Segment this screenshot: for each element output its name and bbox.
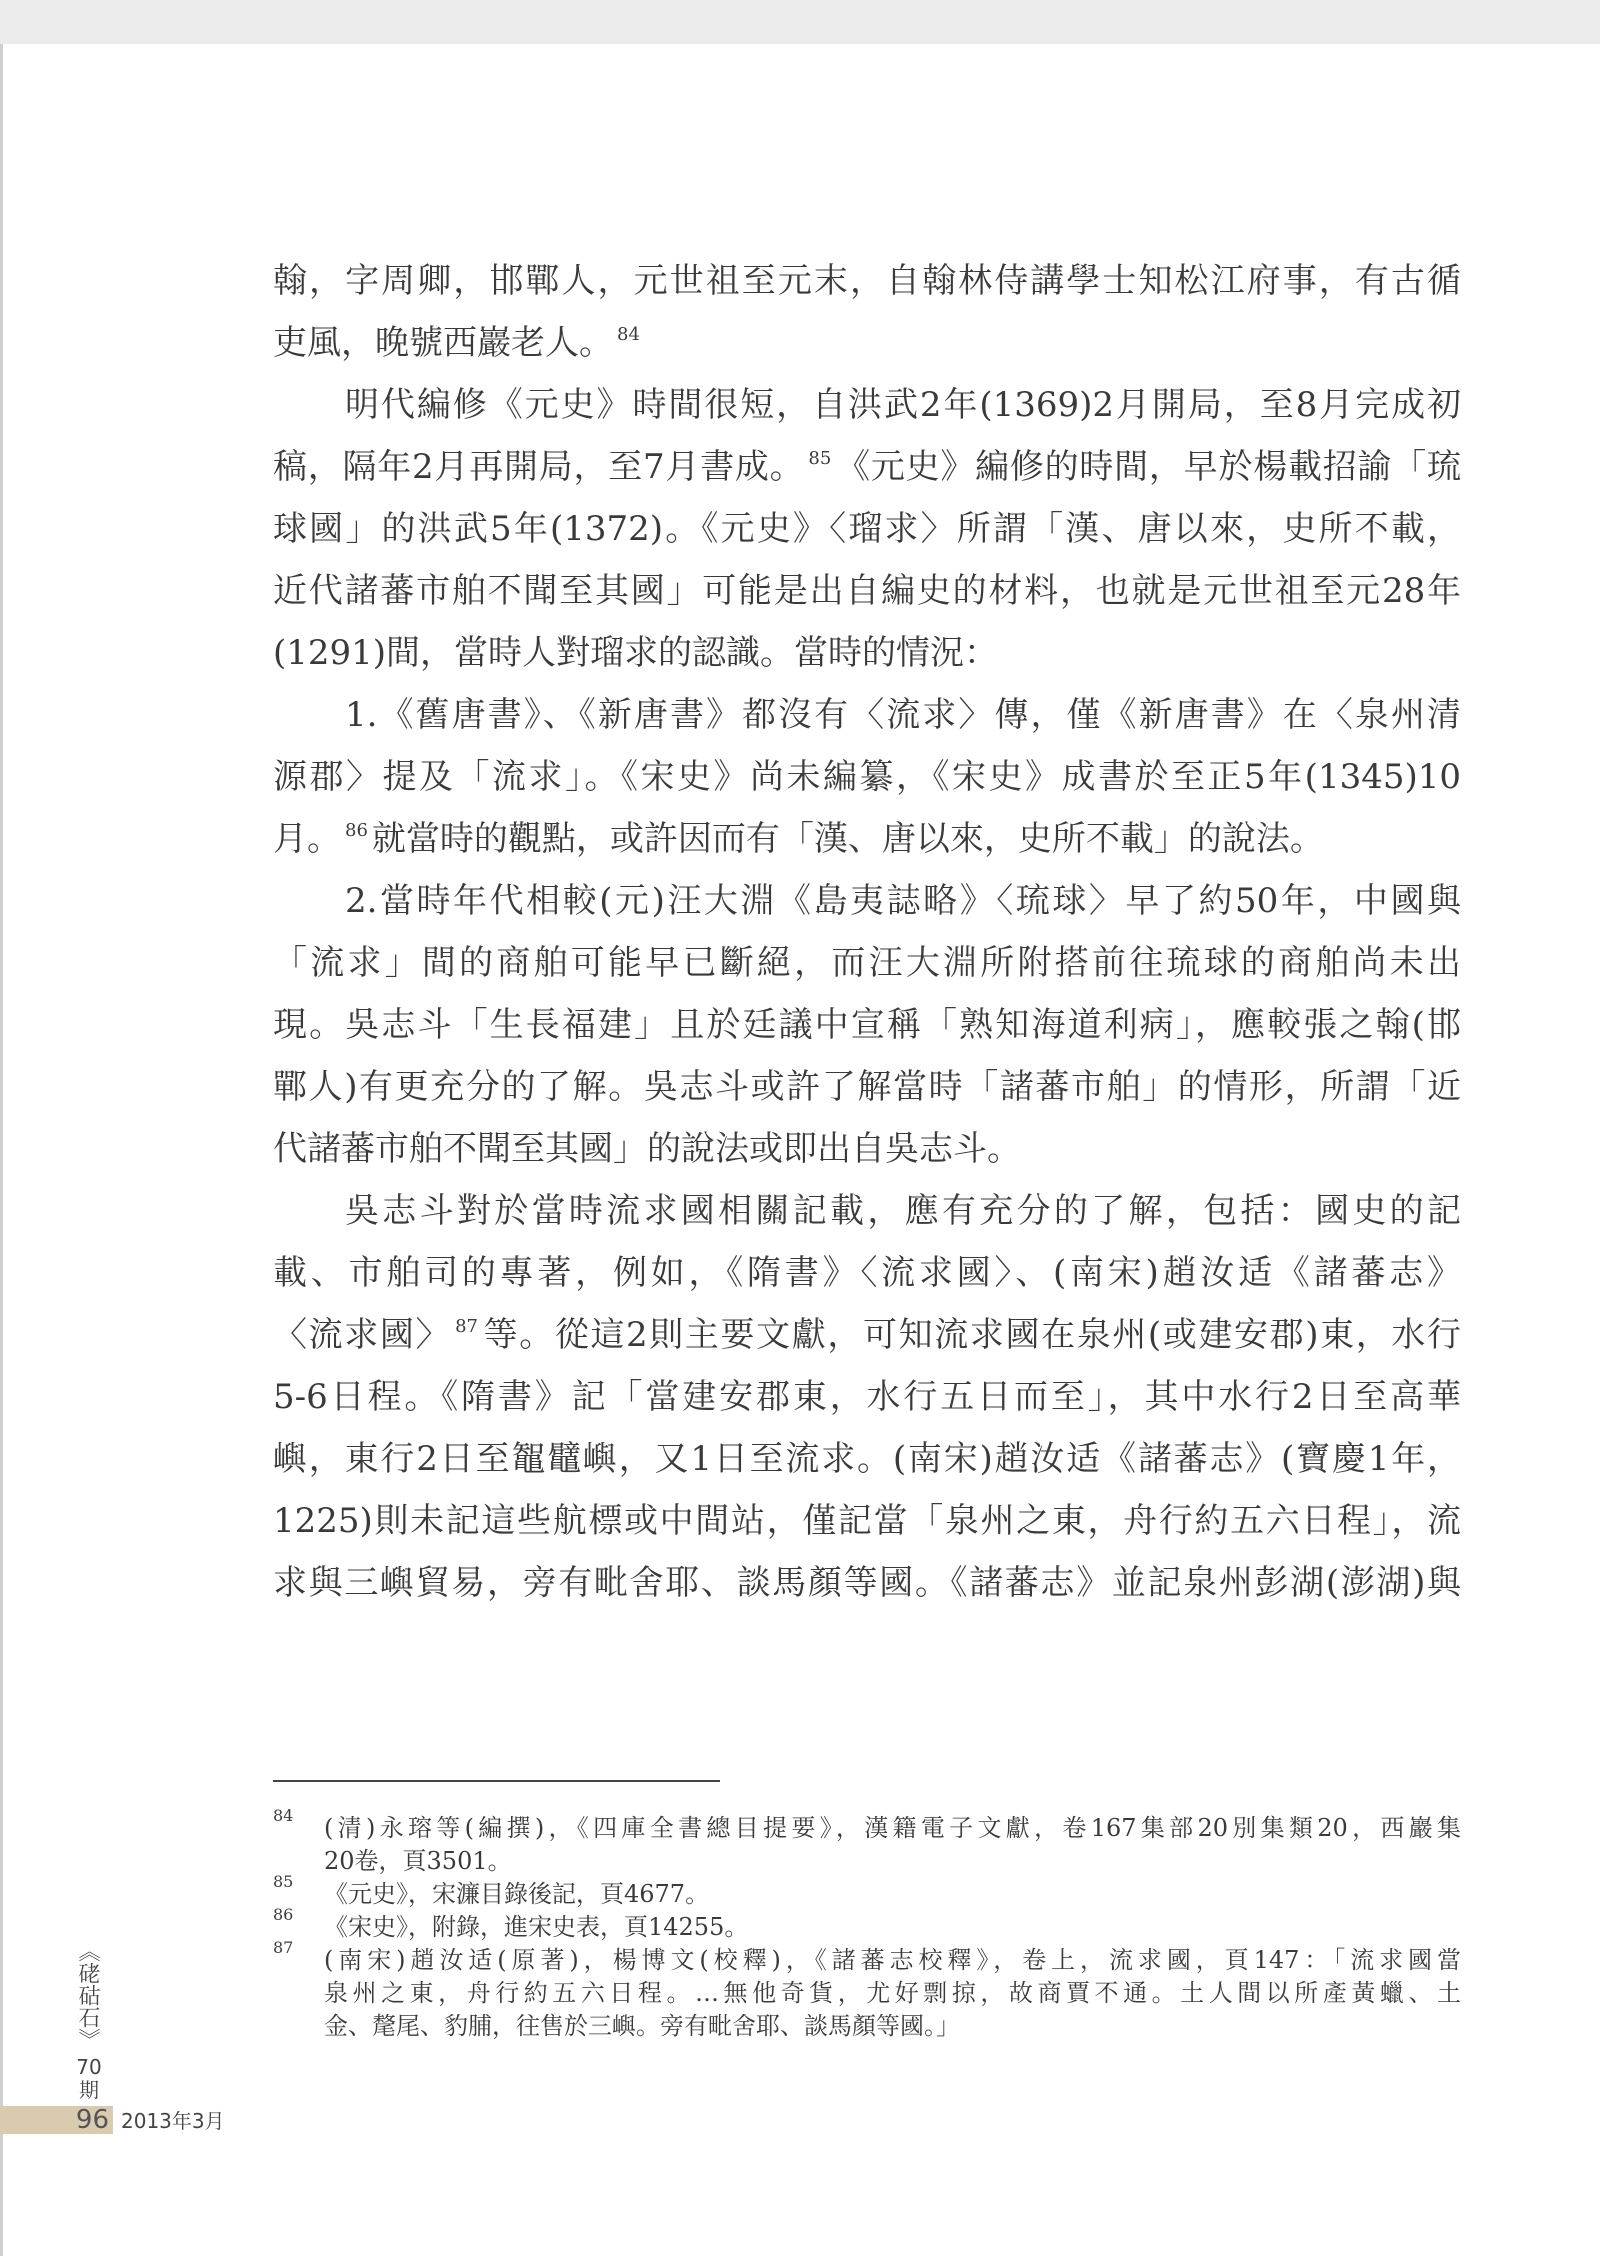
footnote-line: 金、氂尾、豹脯，往售於三嶼。旁有毗舍耶、談馬顏等國。」	[324, 2012, 960, 2040]
text-line	[273, 808, 1461, 870]
text-segment: 載、市舶司的專著，例如，《隋書》〈流求國〉、(南宋)趙汝适《諸蕃志》	[273, 1253, 1461, 1293]
body-text	[273, 250, 1461, 1614]
text-segment: 吏風，晚號西巖老人。	[273, 323, 613, 363]
text-segment: 1.《舊唐書》、《新唐書》都沒有〈流求〉傳，僅《新唐書》在〈泉州清	[345, 695, 1461, 735]
text-segment: 2.當時年代相較(元)汪大淵《島夷誌略》〈琉球〉早了約50年，中國與	[345, 881, 1461, 921]
footnotes	[273, 1806, 1461, 2043]
footnote-line: 泉州之東，舟行約五六日程。…無他奇貨，尤好剽掠，故商賈不通。土人間以所產黃蠟、土	[324, 1979, 1461, 2007]
text-line	[273, 1428, 1461, 1490]
page-number-bar	[0, 2106, 113, 2134]
text-line	[273, 374, 1461, 436]
footnote	[273, 1905, 1461, 1944]
footnote-line: 20卷，頁3501。	[324, 1847, 512, 1875]
footnote-number: 86	[273, 1905, 294, 1924]
footnote-line: (南宋)趙汝适(原著)，楊博文(校釋)，《諸蕃志校釋》，卷上，流求國，頁147：「流求國當	[324, 1946, 1461, 1974]
text-segment: 求與三嶼貿易，旁有毗舍耶、談馬顏等國。《諸蕃志》並記泉州彭湖(澎湖)與	[273, 1563, 1461, 1603]
text-line	[273, 994, 1461, 1056]
text-segment: 月。	[273, 819, 341, 859]
text-line	[273, 312, 1461, 374]
text-line	[273, 1304, 1461, 1366]
text-line	[273, 1366, 1461, 1428]
text-line	[273, 684, 1461, 746]
text-segment: 就當時的觀點，或許因而有「漢、唐以來，史所不載」的說法。	[371, 819, 1324, 859]
text-line	[273, 1118, 1461, 1180]
text-segment: 吳志斗對於當時流求國相關記載，應有充分的了解，包括：國史的記	[345, 1191, 1461, 1231]
journal-title: 《硓𥑮石》	[75, 1940, 100, 2050]
scan-top-band	[0, 0, 1600, 44]
text-segment: 等。從這2則主要文獻，可知流求國在泉州(或建安郡)東，水行	[481, 1315, 1461, 1355]
text-segment: (1291)間，當時人對瑠求的認識。當時的情況：	[273, 633, 999, 673]
footnote-ref[interactable]: 85	[808, 448, 832, 469]
text-segment: 源郡〉提及「流求」。《宋史》尚未編纂，《宋史》成書於至正5年(1345)10	[273, 757, 1461, 797]
text-segment: 代諸蕃市舶不聞至其國」的說法或即出自吳志斗。	[273, 1129, 1021, 1169]
text-line	[273, 1180, 1461, 1242]
text-line	[273, 622, 1461, 684]
footnote-line: 《元史》，宋濂目錄後記，頁4677。	[324, 1880, 710, 1908]
text-line	[273, 1490, 1461, 1552]
text-segment: 翰，字周卿，邯鄲人，元世祖至元末，自翰林侍講學士知松江府事，有古循	[273, 261, 1461, 301]
text-segment: 明代編修《元史》時間很短，自洪武2年(1369)2月開局，至8月完成初	[345, 385, 1461, 425]
text-segment: 5-6日程。《隋書》記「當建安郡東，水行五日而至」，其中水行2日至高華	[273, 1377, 1461, 1417]
text-segment: 鄲人)有更充分的了解。吳志斗或許了解當時「諸蕃市舶」的情形，所謂「近	[273, 1067, 1461, 1107]
text-line	[273, 436, 1461, 498]
footnote	[273, 1806, 1461, 1878]
footnote	[273, 1938, 1461, 2043]
text-line	[273, 1242, 1461, 1304]
footnote-ref[interactable]: 87	[455, 1316, 478, 1337]
text-line	[273, 932, 1461, 994]
footnote-ref[interactable]: 86	[345, 820, 368, 841]
text-segment: 球國」的洪武5年(1372)。《元史》〈瑠求〉所謂「漢、唐以來，史所不載，	[273, 509, 1461, 549]
footnote-number: 85	[273, 1872, 294, 1891]
footnote-divider	[273, 1780, 720, 1782]
footnote-line: (清)永瑢等(編撰)，《四庫全書總目提要》，漢籍電子文獻，卷167集部20別集類20，西巖集	[324, 1814, 1461, 1842]
text-segment: 現。吳志斗「生長福建」且於廷議中宣稱「熟知海道利病」，應較張之翰(邯	[273, 1005, 1461, 1045]
issue-date: 2013年3月	[121, 2109, 225, 2133]
text-line	[273, 870, 1461, 932]
page-edge	[0, 44, 3, 2256]
text-line	[273, 746, 1461, 808]
text-line	[273, 498, 1461, 560]
text-line	[273, 560, 1461, 622]
footnote-number: 84	[273, 1806, 294, 1825]
text-segment: 近代諸蕃市舶不聞至其國」可能是出自編史的材料，也就是元世祖至元28年	[273, 571, 1461, 611]
text-segment: 「流求」間的商舶可能早已斷絕，而汪大淵所附搭前往琉球的商舶尚未出	[273, 943, 1461, 983]
page-number: 96	[75, 2105, 109, 2135]
issue-number: 70期	[76, 2055, 102, 2102]
text-line	[273, 1056, 1461, 1118]
text-segment: 稿，隔年2月再開局，至7月書成。	[273, 447, 805, 487]
text-segment: 《元史》編修的時間，早於楊載招諭「琉	[835, 447, 1462, 487]
text-line	[273, 1552, 1461, 1614]
text-segment: 〈流求國〉	[273, 1315, 452, 1355]
footnote-ref[interactable]: 84	[617, 324, 640, 345]
text-line	[273, 250, 1461, 312]
text-segment: 嶼，東行2日至鼅鼊嶼，又1日至流求。(南宋)趙汝适《諸蕃志》(寶慶1年，	[273, 1439, 1461, 1479]
footnote	[273, 1872, 1461, 1911]
text-segment: 1225)則未記這些航標或中間站，僅記當「泉州之東，舟行約五六日程」，流	[273, 1501, 1461, 1541]
footnote-number: 87	[273, 1938, 294, 1957]
footnote-line: 《宋史》，附錄，進宋史表，頁14255。	[324, 1913, 749, 1941]
